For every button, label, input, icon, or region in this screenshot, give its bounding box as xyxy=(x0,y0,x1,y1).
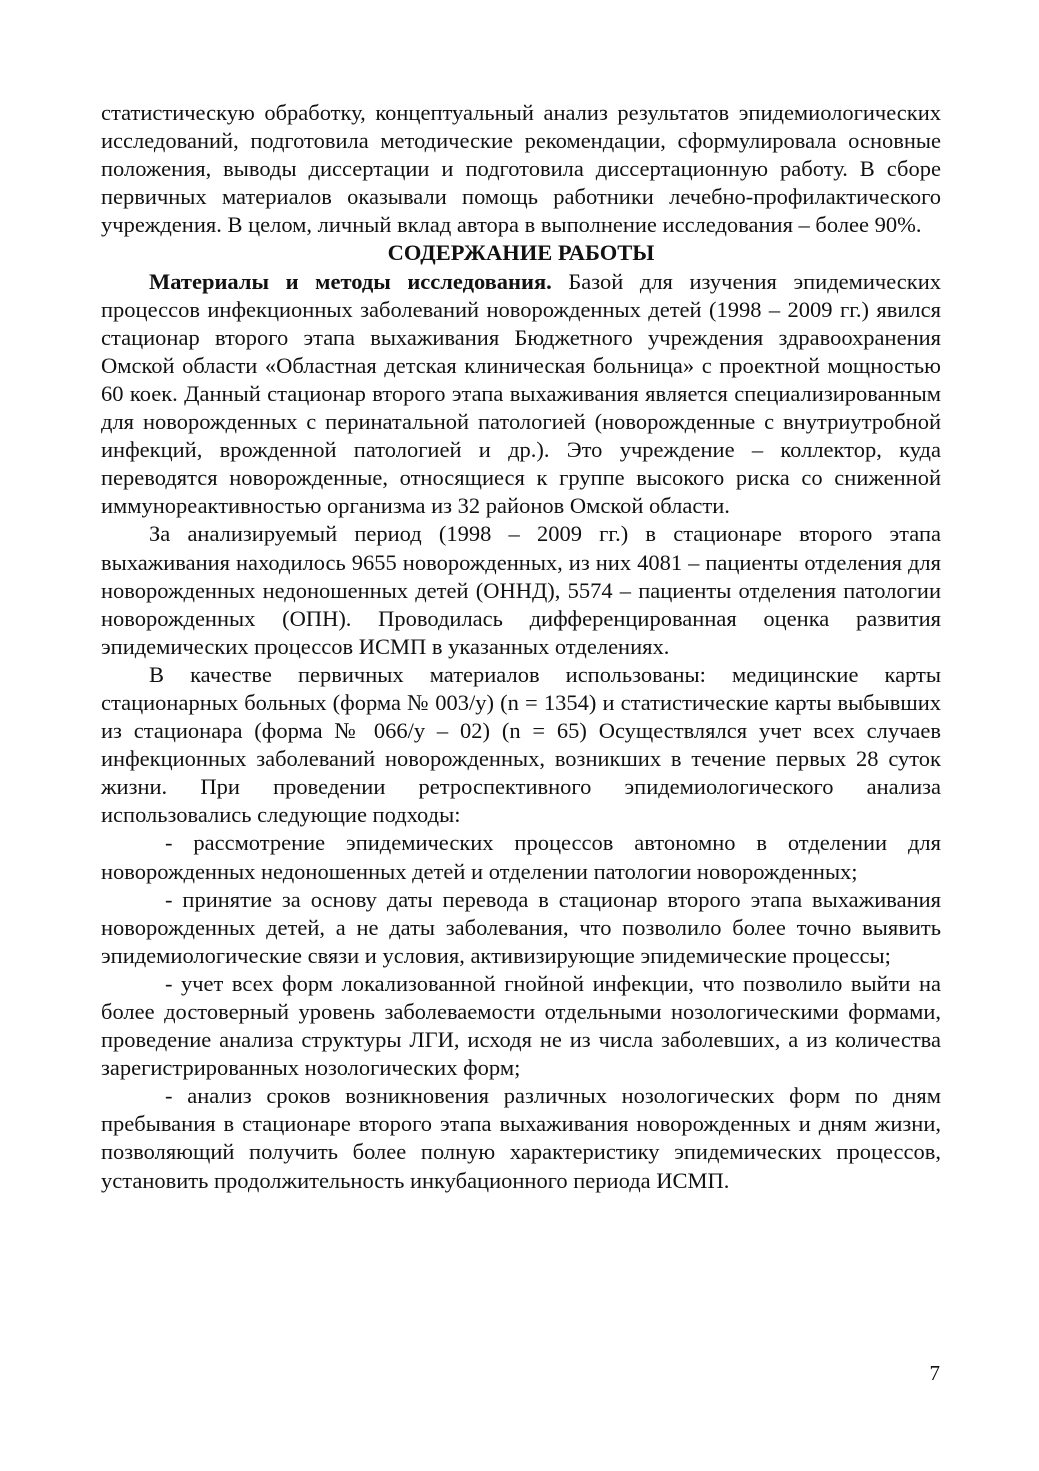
approach-item: - учет всех форм локализованной гнойной инфекции, что позволило выйти на более достоверный уровень заболеваемости отдельными нозологическими формами, проведение анализа структуры ЛГИ, исходя не из числа заболевших, а из количества зарегистрированных нозологических форм; xyxy=(101,970,941,1081)
intro-paragraph: статистическую обработку, концептуальный анализ результатов эпидемиологических исследований, подготовила методические рекомендации, сформулировала основные положения, выводы диссертации и подготовила диссертационную работу. В сборе первичных материалов оказывали помощь работники лечебно-профилактического учреждения. В целом, личный вклад автора в выполнение исследования – более 90%. xyxy=(101,100,941,238)
materials-paragraph: В качестве первичных материалов использованы: медицинские карты стационарных больных (форма № 003/у) (n = 1354) и статистические карты выбывших из стационара (форма № 066/у – 02) (n = 65) Осуществлялся учет всех случаев инфекционных заболеваний новорожденных, возникших в течение первых 28 суток жизни. При проведении ретроспективного эпидемиологического анализа использовались следующие подходы: xyxy=(101,661,941,828)
approach-item: - рассмотрение эпидемических процессов автономно в отделении для новорожденных недоношенных детей и отделении патологии новорожденных; xyxy=(101,830,941,884)
methods-text: Базой для изучения эпидемических процессов инфекционных заболеваний новорожденных детей (1998 – 2009 гг.) явился стационар второго этапа выхаживания Бюджетного учреждения здравоохранения Омской области «Областная детская клиническая больница» с проектной мощностью 60 коек. Данный стационар второго этапа выхаживания является специализированным для новорожденных с перинатальной патологией (новорожденные с внутриутробной инфекций, врожденной патологией и др.). Это учреждение – коллектор, куда переводятся новорожденные, относящиеся к группе высокого риска со сниженной иммунореактивностью организма из 32 районов Омской области. xyxy=(101,268,941,519)
approach-item: - принятие за основу даты перевода в стационар второго этапа выхаживания новорожденных детей, а не даты заболевания, что позволило более точно выявить эпидемиологические связи и условия, активизирующие эпидемические процессы; xyxy=(101,886,941,968)
methods-title: Материалы и методы исследования. xyxy=(149,268,552,294)
section-heading: СОДЕРЖАНИЕ РАБОТЫ xyxy=(387,240,655,266)
approach-item: - анализ сроков возникновения различных нозологических форм по дням пребывания в стационаре второго этапа выхаживания новорожденных и дням жизни, позволяющий получить более полную характеристику эпидемических процессов, установить продолжительность инкубационного периода ИСМП. xyxy=(101,1083,941,1193)
methods-paragraph xyxy=(101,268,941,521)
page-body xyxy=(101,99,941,1195)
period-paragraph: За анализируемый период (1998 – 2009 гг.) в стационаре второго этапа выхаживания находилось 9655 новорожденных, из них 4081 – пациенты отделения для новорожденных недоношенных детей (ОННД), 5574 – пациенты отделения патологии новорожденных (ОПН). Проводилась дифференцированная оценка развития эпидемических процессов ИСМП в указанных отделениях. xyxy=(101,521,941,659)
page-number: 7 xyxy=(929,1361,940,1385)
